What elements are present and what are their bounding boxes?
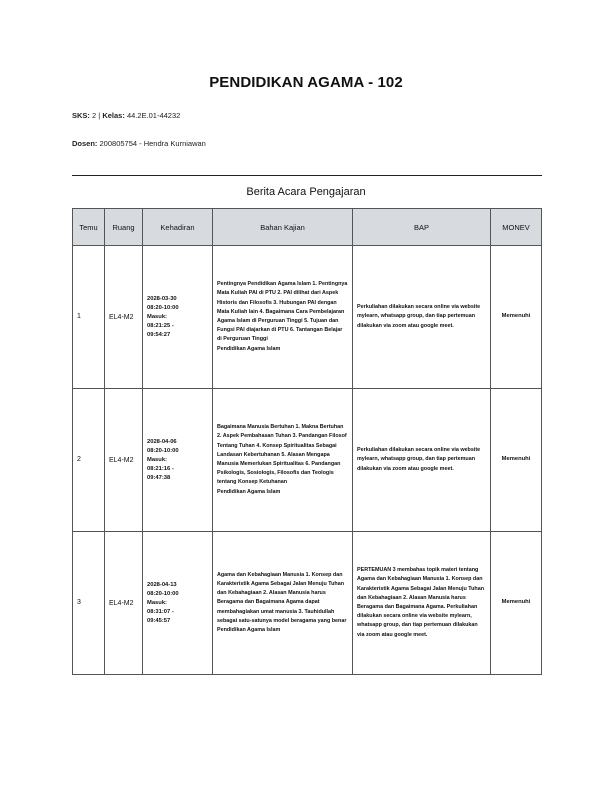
kehadiran-text: 2028-03-30 08:20-10:00 Masuk: 08:21:25 - 09:54:27 [147, 295, 179, 338]
header-ruang: Ruang [105, 209, 143, 246]
dosen-label: Dosen: [72, 139, 98, 148]
course-meta-line [72, 111, 180, 120]
sks-value: 2 [92, 111, 97, 120]
section-divider [72, 175, 542, 176]
header-monev: MONEV [491, 209, 542, 246]
bahan-kajian-text: Agama dan Kebahagiaan Manusia 1. Konsep dan Karakteristik Agama Sebagai Jalan Menuju Tuhan dan Kebahagiaan 2. Alasan Manusia harus Beragama dan Bagaimana Agama dapat membahagiakan umat manusia 3. Tauhidullah sebagai satu-satunya model beragama yang benar Pendidikan Agama Islam [217, 571, 347, 633]
bahan-kajian-text: Pentingnya Pendidikan Agama Islam 1. Pentingnya Mata Kuliah PAI di PTU 2. PAI dilihat dari Aspek Historis dan Filosofis 3. Hubungan PAI dengan Mata Kuliah lain 4. Bagaimana Cara Pembelajaran Agama Islam di Perguruan Tinggi 5. Tujuan dan Fungsi PAI diajarkan di PTU 6. Tantangan Belajar di Perguruan Tinggi Pendidikan Agama Islam [217, 281, 348, 352]
ruang-cell: EL4-M2 [105, 246, 143, 389]
monev-cell: Memenuhi [491, 246, 542, 389]
bahan-kajian-text: Bagaimana Manusia Bertuhan 1. Makna Bertuhan 2. Aspek Pembahasan Tuhan 3. Pandangan Filosof Tentang Tuhan 4. Konsep Spiritualitas Sebagai Landasan Kebertuhanan 5. Alasan Mengapa Manusia Memerlukan Spiritualitas 6. Pandangan Psikologis, Sosiologis, Filosofis dan Teologis tentang Konsep Ketuhanan Pendidikan Agama Islam [217, 424, 347, 495]
header-kehadiran: Kehadiran [143, 209, 213, 246]
kehadiran-cell [143, 389, 213, 532]
dosen-line [72, 139, 206, 148]
kelas-value: 44.2E.01-44232 [126, 111, 181, 120]
bahan-kajian-cell [213, 246, 353, 389]
monev-cell: Memenuhi [491, 389, 542, 532]
dosen-value: 200805754 - Hendra Kurniawan [99, 139, 206, 148]
bahan-kajian-cell [213, 389, 353, 532]
ruang-cell: EL4-M2 [105, 389, 143, 532]
bap-table [72, 208, 542, 675]
temu-cell: 3 [73, 532, 105, 675]
meta-separator: | [98, 111, 101, 120]
kehadiran-cell [143, 246, 213, 389]
sks-label: SKS: [72, 111, 90, 120]
temu-cell: 2 [73, 389, 105, 532]
table-row [73, 246, 542, 389]
kehadiran-text: 2028-04-13 08:20-10:00 Masuk: 08:31:07 - 09:45:57 [147, 581, 179, 624]
bap-cell: PERTEMUAN 3 membahas topik materi tentang Agama dan Kebahagiaan Manusia 1. Konsep dan Karakteristik Agama Sebagai Jalan Menuju Tuhan dan Kebahagiaan 2. Alasan Manusia harus Beragama dan Bagaimana Agama. Perkuliahan dilakukan secara online via website mylearn, whatsapp group, dan tiap pertemuan dilakukan via zoom atau google meet. [353, 532, 491, 675]
course-title: PENDIDIKAN AGAMA - 102 [209, 74, 403, 91]
table-header-row [73, 209, 542, 246]
table-row [73, 532, 542, 675]
kelas-label: Kelas: [102, 111, 125, 120]
bap-cell: Perkuliahan dilakukan secara online via website mylearn, whatsapp group, dan tiap pertemuan dilakukan via zoom atau google meet. [353, 389, 491, 532]
kehadiran-cell [143, 532, 213, 675]
header-bap: BAP [353, 209, 491, 246]
section-title: Berita Acara Pengajaran [246, 186, 366, 198]
ruang-cell: EL4-M2 [105, 532, 143, 675]
header-bahan-kajian: Bahan Kajian [213, 209, 353, 246]
table-row [73, 389, 542, 532]
header-temu: Temu [73, 209, 105, 246]
bap-cell: Perkuliahan dilakukan secara online via website mylearn, whatsapp group, dan tiap pertemuan dilakukan via zoom atau google meet. [353, 246, 491, 389]
bahan-kajian-cell [213, 532, 353, 675]
kehadiran-text: 2028-04-06 08:20-10:00 Masuk: 08:21:16 - 09:47:38 [147, 438, 179, 481]
monev-cell: Memenuhi [491, 532, 542, 675]
temu-cell: 1 [73, 246, 105, 389]
